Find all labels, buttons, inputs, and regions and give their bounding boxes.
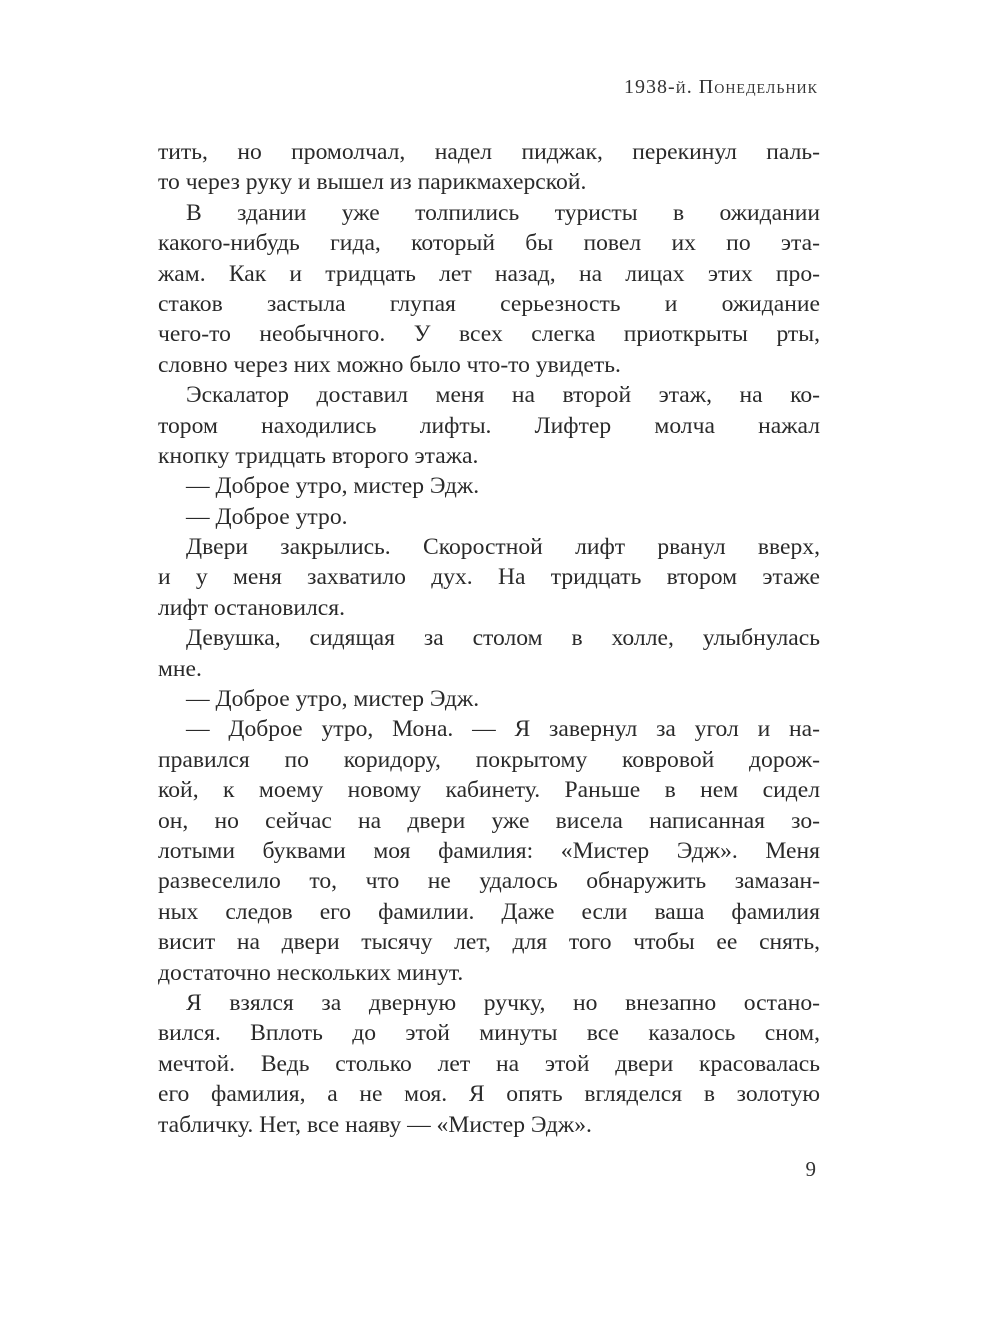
- text-line: — Доброе утро, мистер Эдж.: [186, 473, 480, 500]
- text-line: достаточно нескольких минут.: [158, 959, 464, 986]
- running-header: [624, 76, 818, 99]
- text-line: Эскалатор доставил меня на второй этаж, на ко-: [186, 382, 820, 409]
- text-line: Девушка, сидящая за столом в холле, улыбнулась: [186, 625, 820, 652]
- text-line: он, но сейчас на двери уже висела написанная зо-: [158, 807, 820, 834]
- body-text: [158, 137, 820, 1140]
- text-line: словно через них можно было что-то увидеть.: [158, 351, 621, 378]
- text-line: висит на двери тысячу лет, для того чтобы ее снять,: [158, 929, 820, 956]
- text-line: вился. Вплоть до этой минуты все казалось сном,: [158, 1020, 820, 1047]
- text-line: Я взялся за дверную ручку, но внезапно остано-: [186, 989, 820, 1016]
- text-line: — Доброе утро.: [186, 503, 348, 530]
- text-line: мне.: [158, 655, 202, 682]
- text-line: тором находились лифты. Лифтер молча нажал: [158, 412, 820, 439]
- text-line: кнопку тридцать второго этажа.: [158, 442, 479, 469]
- text-line: кой, к моему новому кабинету. Раньше в нем сидел: [158, 777, 820, 804]
- text-line: мечтой. Ведь столько лет на этой двери красовалась: [158, 1050, 820, 1077]
- page-number: 9: [805, 1157, 816, 1181]
- text-line: его фамилия, а не моя. Я опять вгляделся в золотую: [158, 1081, 820, 1108]
- text-line: лотыми буквами моя фамилия: «Мистер Эдж». Меня: [158, 837, 820, 864]
- text-line: развеселило то, что не удалось обнаружить замазан-: [158, 868, 820, 895]
- text-line: и у меня захватило дух. На тридцать втором этаже: [158, 564, 820, 591]
- text-line: чего-то необычного. У всех слегка приоткрыты рты,: [158, 321, 820, 348]
- text-line: лифт остановился.: [158, 594, 346, 621]
- text-line: — Доброе утро, Мона. — Я завернул за угол и на-: [186, 716, 820, 743]
- text-line: то через руку и вышел из парикмахерской.: [158, 169, 587, 196]
- running-title: 1938-й. Понедельник: [624, 76, 818, 98]
- text-line: стаков застыла глупая серьезность и ожидание: [158, 290, 820, 317]
- text-line: жам. Как и тридцать лет назад, на лицах этих про-: [158, 260, 820, 287]
- text-line: тить, но промолчал, надел пиджак, перекинул паль-: [158, 139, 820, 165]
- text-line: какого-нибудь гида, который бы повел их по эта-: [158, 230, 820, 257]
- text-line: табличку. Нет, все наяву — «Мистер Эдж».: [158, 1111, 592, 1138]
- text-line: В здании уже толпились туристы в ожидании: [186, 199, 820, 226]
- text-line: — Доброе утро, мистер Эдж.: [186, 686, 480, 713]
- text-line: ных следов его фамилии. Даже если ваша фамилия: [158, 898, 820, 925]
- text-line: Двери закрылись. Скоростной лифт рванул вверх,: [186, 534, 820, 561]
- text-line: правился по коридору, покрытому ковровой дорож-: [158, 746, 820, 773]
